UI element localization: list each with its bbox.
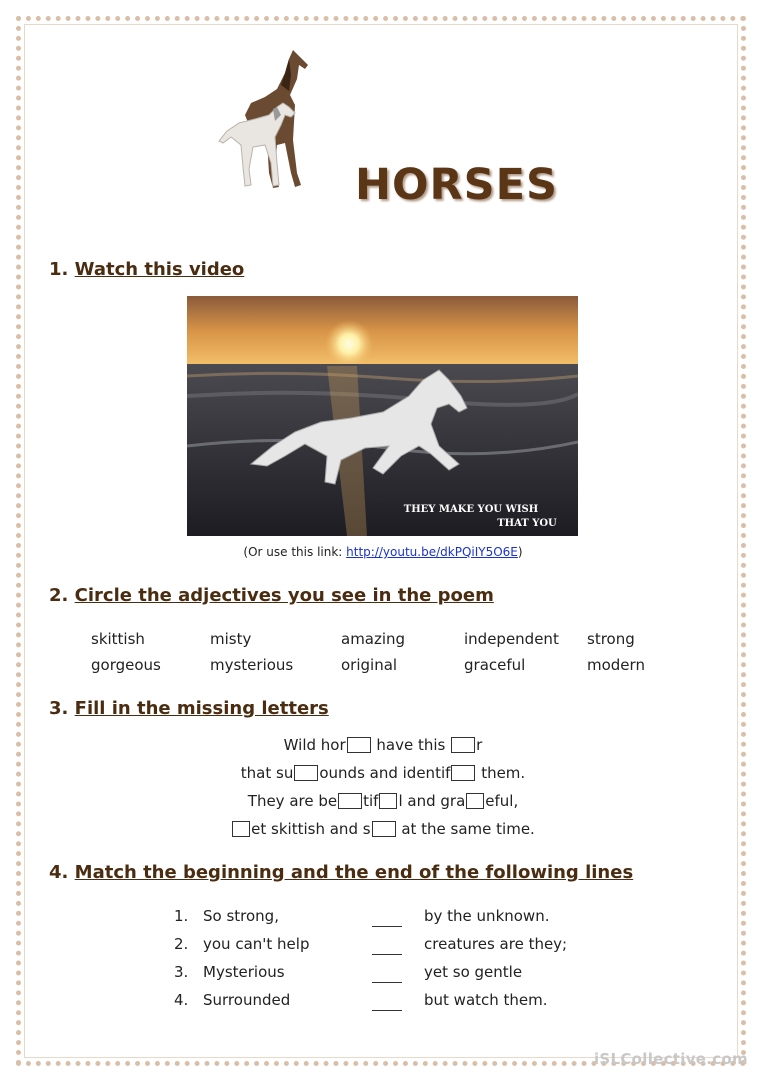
answer-blank[interactable] — [372, 953, 402, 955]
match-left-line: Mysterious — [203, 963, 285, 981]
match-number: 2. — [174, 935, 189, 953]
poem-line-4: et skittish and s at the same time. — [0, 820, 766, 838]
letter-box[interactable] — [466, 793, 484, 809]
letter-box[interactable] — [379, 793, 397, 809]
match-left-line: Surrounded — [203, 991, 291, 1009]
adjective[interactable]: independent — [464, 630, 559, 648]
letter-box[interactable] — [338, 793, 362, 809]
answer-blank[interactable] — [372, 981, 402, 983]
match-right-line: by the unknown. — [424, 907, 550, 925]
letter-box[interactable] — [451, 765, 475, 781]
video-link[interactable]: http://youtu.be/dkPQiIY5O6E — [346, 545, 518, 559]
adjective[interactable]: gorgeous — [91, 656, 161, 674]
match-number: 1. — [174, 907, 189, 925]
match-right-line: yet so gentle — [424, 963, 523, 981]
horses-clipart — [205, 45, 325, 200]
watermark: iSLCollective.com — [593, 1050, 748, 1068]
letter-box[interactable] — [451, 737, 475, 753]
letter-box[interactable] — [294, 765, 318, 781]
match-number: 4. — [174, 991, 189, 1009]
horse-beach-video-thumbnail[interactable] — [187, 296, 578, 536]
video-caption-line1: THEY MAKE YOU WISH — [403, 504, 539, 515]
adjective[interactable]: mysterious — [210, 656, 294, 674]
adjective[interactable]: amazing — [341, 630, 406, 648]
poem-line-3: They are be tif l and gra eful, — [247, 792, 519, 810]
match-left-line: So strong, — [203, 907, 279, 925]
letter-box[interactable] — [347, 737, 371, 753]
answer-blank[interactable] — [372, 1009, 402, 1011]
match-right-line: creatures are they; — [424, 935, 568, 953]
adjective[interactable]: graceful — [464, 656, 526, 674]
letter-box[interactable] — [372, 821, 396, 837]
adjective[interactable]: original — [341, 656, 398, 674]
adjective[interactable]: misty — [210, 630, 252, 648]
section-4-heading: 4. Match the beginning and the end of the following lines — [49, 862, 634, 883]
section-1-heading: 1. Watch this video — [49, 259, 245, 280]
adjective[interactable]: modern — [587, 656, 645, 674]
answer-blank[interactable] — [372, 925, 402, 927]
poem-line-1: Wild hor have this r — [283, 736, 483, 754]
page-title: HORSES — [355, 160, 558, 210]
match-right-line: but watch them. — [424, 991, 548, 1009]
adjective[interactable]: strong — [587, 630, 635, 648]
match-number: 3. — [174, 963, 189, 981]
section-3-heading: 3. Fill in the missing letters — [49, 698, 329, 719]
video-caption-line2: THAT YOU — [497, 518, 557, 529]
video-link-line: (Or use this link: http://youtu.be/dkPQiIY5O6E) — [243, 545, 523, 559]
poem-line-2: that su ounds and identif them. — [240, 764, 526, 782]
section-2-heading: 2. Circle the adjectives you see in the poem — [49, 585, 494, 606]
match-left-line: you can't help — [203, 935, 310, 953]
adjective[interactable]: skittish — [91, 630, 145, 648]
letter-box[interactable] — [232, 821, 250, 837]
